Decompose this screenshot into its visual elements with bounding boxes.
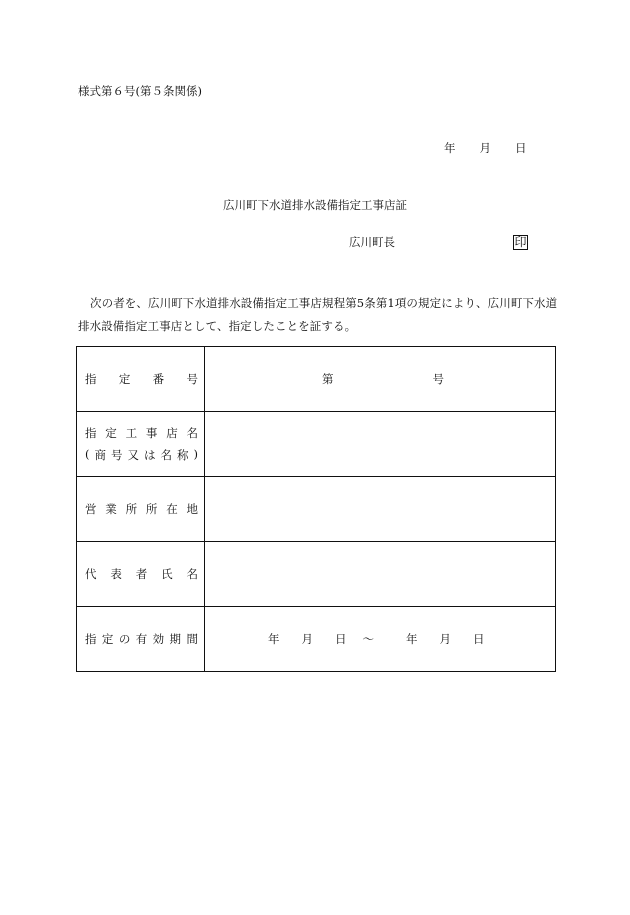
label-designation-number: 指 定 番 号: [77, 347, 205, 412]
start-year: 年: [268, 632, 280, 646]
row-representative: [77, 542, 556, 607]
end-day: 日: [473, 632, 485, 646]
row-contractor-name: [77, 412, 556, 477]
date-month: 月: [479, 141, 491, 155]
issue-date: [444, 143, 527, 155]
date-day: 日: [515, 141, 527, 155]
label-validity-period: 指 定 の 有 効 期 間: [77, 607, 205, 672]
value-designation-number: [205, 347, 556, 412]
value-representative: [205, 542, 556, 607]
seal-mark: 印: [514, 235, 527, 249]
row-designation-number: [77, 347, 556, 412]
end-year: 年: [406, 632, 418, 646]
start-day: 日: [335, 632, 347, 646]
certification-text: 次の者を、広川町下水道排水設備指定工事店規程第5条第1項の規定により、広川町下水道排水設備指定工事店として、指定したことを証する。: [78, 296, 558, 333]
row-office-address: [77, 477, 556, 542]
end-month: 月: [439, 632, 451, 646]
value-office-address: [205, 477, 556, 542]
number-prefix: 第: [322, 372, 334, 386]
certificate-table: [76, 346, 556, 672]
label-office-address: 営 業 所 所 在 地: [77, 477, 205, 542]
document-title: 広川町下水道排水設備指定工事店証: [223, 198, 407, 212]
number-suffix: 号: [432, 372, 444, 386]
start-month: 月: [301, 632, 313, 646]
label-contractor-name: 指 定 工 事 店 名 ( 商 号 又 は 名 称 ): [77, 412, 205, 477]
value-validity-period: [205, 607, 556, 672]
row-validity-period: [77, 607, 556, 672]
value-contractor-name: [205, 412, 556, 477]
period-tilde: 〜: [362, 632, 374, 646]
form-number: 様式第６号(第５条関係): [78, 84, 202, 98]
issuer-name: 広川町長: [349, 235, 395, 249]
label-representative: 代 表 者 氏 名: [77, 542, 205, 607]
date-year: 年: [444, 141, 456, 155]
